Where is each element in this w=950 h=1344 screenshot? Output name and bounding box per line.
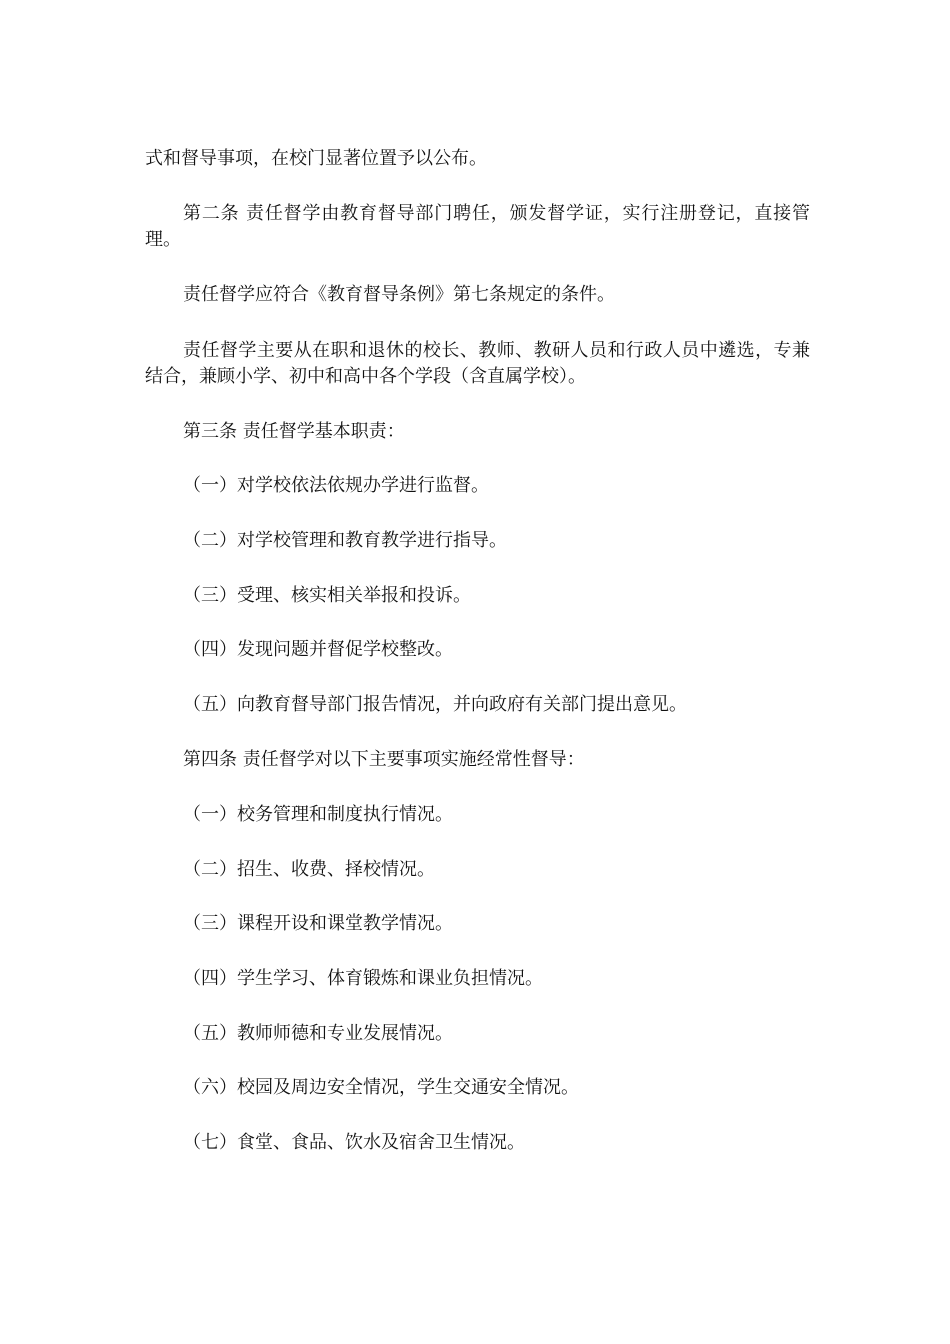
paragraph-article-4: 第四条 责任督学对以下主要事项实施经常性督导：: [183, 749, 585, 770]
paragraph-article-2: 第二条 责任督学由教育督导部门聘任，颁发督学证，实行注册登记，直接管理。: [145, 203, 810, 250]
list-item-duty-1: （一）对学校依法依规办学进行监督。: [183, 475, 489, 496]
paragraph-qualification: 责任督学应符合《教育督导条例》第七条规定的条件。: [183, 284, 615, 305]
list-item-duty-2: （二）对学校管理和教育教学进行指导。: [183, 530, 507, 551]
paragraph-continuation: 式和督导事项，在校门显著位置予以公布。: [145, 148, 487, 169]
list-item-matter-1: （一）校务管理和制度执行情况。: [183, 804, 453, 825]
list-item-matter-6: （六）校园及周边安全情况，学生交通安全情况。: [183, 1077, 579, 1098]
list-item-duty-3: （三）受理、核实相关举报和投诉。: [183, 585, 471, 606]
list-item-matter-7: （七）食堂、食品、饮水及宿舍卫生情况。: [183, 1132, 525, 1153]
list-item-duty-5: （五）向教育督导部门报告情况，并向政府有关部门提出意见。: [183, 694, 687, 715]
list-item-duty-4: （四）发现问题并督促学校整改。: [183, 639, 453, 660]
list-item-matter-5: （五）教师师德和专业发展情况。: [183, 1023, 453, 1044]
paragraph-selection: 责任督学主要从在职和退休的校长、教师、教研人员和行政人员中遴选，专兼结合，兼顾小学、初中和高中各个学段（含直属学校）。: [145, 340, 810, 387]
list-item-matter-4: （四）学生学习、体育锻炼和课业负担情况。: [183, 968, 543, 989]
list-item-matter-3: （三）课程开设和课堂教学情况。: [183, 913, 453, 934]
paragraph-article-3: 第三条 责任督学基本职责：: [183, 421, 405, 442]
list-item-matter-2: （二）招生、收费、择校情况。: [183, 859, 435, 880]
